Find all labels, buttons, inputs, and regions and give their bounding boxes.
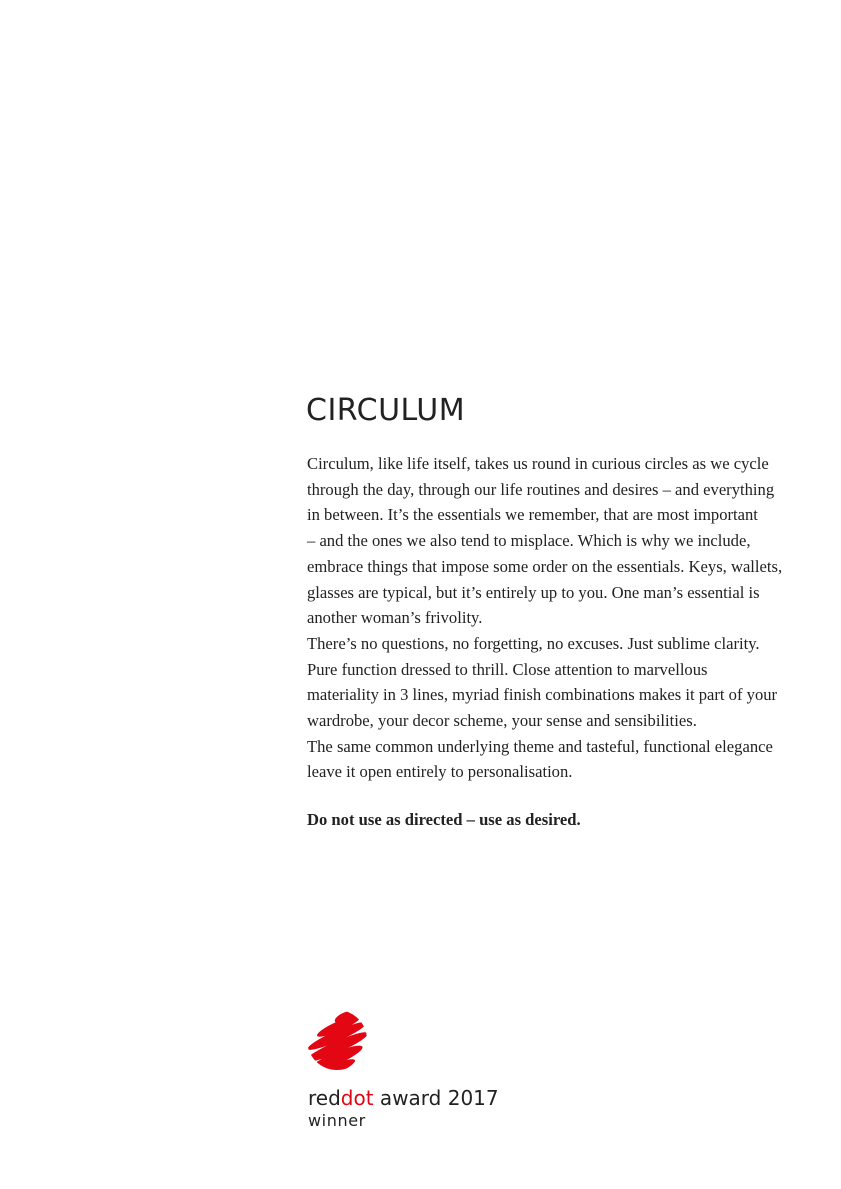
body-line: embrace things that impose some order on the essentials. Keys, wallets,	[307, 556, 783, 576]
award-subtitle: winner	[308, 1111, 366, 1130]
body-line: Pure function dressed to thrill. Close attention to marvellous	[307, 659, 708, 679]
body-line: glasses are typical, but it’s entirely up to you. One man’s essential is	[307, 582, 760, 602]
body-line: There’s no questions, no forgetting, no excuses. Just sublime clarity.	[307, 633, 760, 653]
award-name-rest: award 2017	[373, 1086, 499, 1110]
body-line: leave it open entirely to personalisation.	[307, 762, 573, 782]
body-line: materiality in 3 lines, myriad finish combinations makes it part of your	[307, 685, 778, 705]
body-line: Circulum, like life itself, takes us round in curious circles as we cycle	[307, 454, 769, 473]
body-text	[307, 451, 787, 785]
body-line: another woman’s frivolity.	[307, 608, 483, 628]
award-title	[308, 1086, 499, 1110]
award-name-dot: dot	[340, 1086, 374, 1110]
award-name-red: red	[308, 1086, 341, 1110]
document-title: CIRCULUM	[306, 393, 466, 428]
reddot-sphere-icon	[305, 1008, 369, 1072]
tagline: Do not use as directed – use as desired.	[307, 810, 581, 829]
body-line: through the day, through our life routines and desires – and everything	[307, 479, 775, 499]
body-line: The same common underlying theme and tasteful, functional elegance	[307, 736, 773, 756]
body-line: wardrobe, your decor scheme, your sense and sensibilities.	[307, 711, 697, 731]
body-line: – and the ones we also tend to misplace. Which is why we include,	[307, 531, 751, 551]
body-line: in between. It’s the essentials we remember, that are most important	[307, 505, 758, 525]
